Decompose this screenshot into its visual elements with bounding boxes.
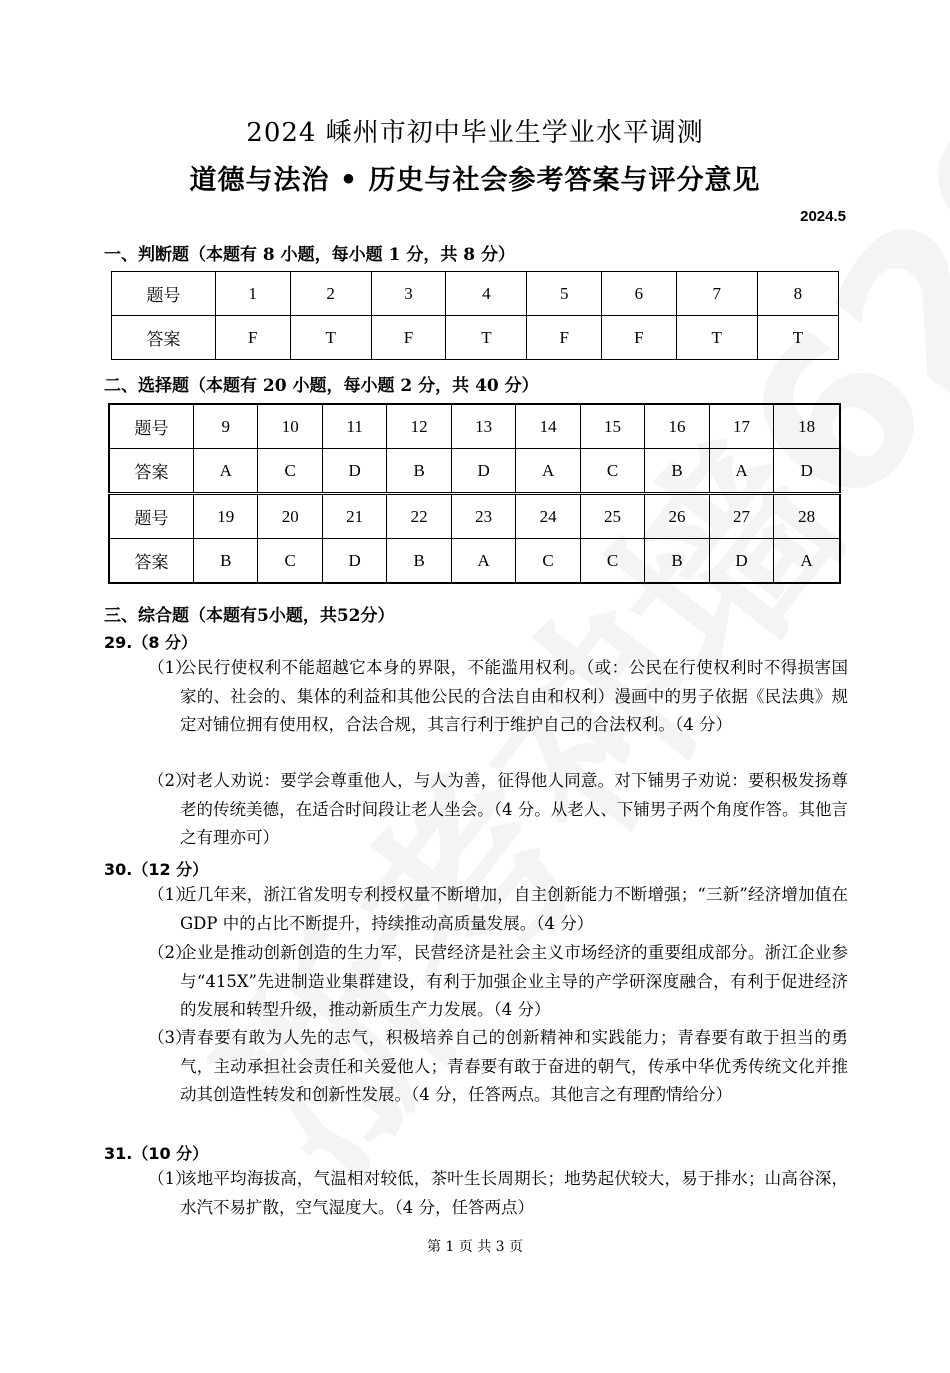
question-31-item-1: [148, 1165, 848, 1222]
section1-heading: 一、判断题（本题有 8 小题，每小题 1 分，共 8 分）: [104, 245, 515, 265]
document-subtitle: 道德与法治 • 历史与社会参考答案与评分意见: [189, 165, 761, 196]
answer-cell: T: [290, 316, 371, 360]
item-number: （2）: [148, 771, 192, 790]
answer-cell: T: [676, 316, 757, 360]
answer-cell: A: [451, 539, 515, 584]
question-number: 1: [216, 272, 291, 316]
question-number: 11: [322, 404, 386, 449]
question-30-item-2: [148, 939, 848, 1025]
question-number: 9: [194, 404, 258, 449]
question-number: 28: [774, 494, 840, 539]
section2-heading: 二、选择题（本题有 20 小题，每小题 2 分，共 40 分）: [104, 376, 539, 396]
item-text: 对老人劝说：要学会尊重他人，与人为善，征得他人同意。对下铺男子劝说：要积极发扬尊老的传统美德，在适合时间段让老人坐会。（4 分。从老人、下铺男子两个角度作答。其他言之有理亦可）: [180, 771, 848, 847]
question-number: 3: [371, 272, 446, 316]
row-label: 答案: [112, 316, 216, 360]
answer-cell: F: [527, 316, 602, 360]
section3-heading: 三、综合题（本题有5小题，共52分）: [104, 606, 395, 626]
row-label: 题号: [109, 404, 194, 449]
judgment-answer-table: [111, 271, 839, 360]
exam-title: 2024 嵊州市初中毕业生学业水平调测: [246, 118, 704, 148]
question-number: 23: [451, 494, 515, 539]
table-row: [109, 449, 840, 494]
question-number: 21: [322, 494, 386, 539]
question-number: 27: [709, 494, 773, 539]
item-text: 企业是推动创新创造的生力军，民营经济是社会主义市场经济的重要组成部分。浙江企业参与“415X”先进制造业集群建设，有利于加强企业主导的产学研深度融合，有利于促进经济的发展和转型升级，推动新质生产力发展。（4 分）: [180, 943, 848, 1019]
answer-cell: A: [194, 449, 258, 494]
table-row: [112, 272, 839, 316]
item-number: （3）: [148, 1028, 192, 1047]
question-number: 14: [516, 404, 580, 449]
answer-cell: T: [757, 316, 838, 360]
question-number: 19: [194, 494, 258, 539]
answer-cell: B: [645, 449, 709, 494]
row-label: 题号: [109, 494, 194, 539]
question-number: 24: [516, 494, 580, 539]
item-number: （2）: [148, 943, 192, 962]
question-30-label: 30.（12 分）: [104, 860, 209, 879]
page-footer: 第 1 页 共 3 页: [426, 1239, 524, 1255]
question-29-item-1: [148, 654, 848, 740]
question-number: 16: [645, 404, 709, 449]
question-number: 7: [676, 272, 757, 316]
answer-cell: C: [258, 449, 322, 494]
item-number: （1）: [148, 885, 192, 904]
row-label: 题号: [112, 272, 216, 316]
answer-cell: D: [774, 449, 840, 494]
item-number: （1）: [148, 1169, 192, 1188]
choice-answer-table: [108, 403, 841, 584]
question-number: 8: [757, 272, 838, 316]
item-text: 该地平均海拔高，气温相对较低，茶叶生长周期长；地势起伏较大，易于排水；山高谷深，水汽不易扩散，空气湿度大。（4 分，任答两点）: [180, 1169, 848, 1217]
document-date: 2024.5: [800, 208, 846, 225]
question-number: 6: [602, 272, 677, 316]
answer-cell: C: [580, 539, 644, 584]
question-number: 20: [258, 494, 322, 539]
answer-cell: F: [371, 316, 446, 360]
table-row: [109, 494, 840, 539]
row-label: 答案: [109, 539, 194, 584]
answer-cell: A: [709, 449, 773, 494]
answer-cell: D: [322, 449, 386, 494]
answer-cell: A: [516, 449, 580, 494]
answer-cell: B: [387, 539, 451, 584]
question-number: 4: [446, 272, 527, 316]
table-row: [109, 539, 840, 584]
answer-cell: B: [387, 449, 451, 494]
question-number: 17: [709, 404, 773, 449]
answer-cell: D: [709, 539, 773, 584]
question-number: 5: [527, 272, 602, 316]
question-number: 22: [387, 494, 451, 539]
question-30-item-1: [148, 881, 848, 938]
question-29-label: 29.（8 分）: [104, 633, 198, 652]
item-text: 公民行使权利不能超越它本身的界限，不能滥用权利。（或：公民在行使权利时不得损害国家的、社会的、集体的利益和其他公民的合法自由和权利）漫画中的男子依据《民法典》规定对铺位拥有使用权，合法合规，其言行利于维护自己的合法权利。（4 分）: [180, 658, 848, 734]
answer-cell: A: [774, 539, 840, 584]
question-number: 26: [645, 494, 709, 539]
question-number: 10: [258, 404, 322, 449]
answer-cell: C: [516, 539, 580, 584]
item-text: 近几年来，浙江省发明专利授权量不断增加，自主创新能力不断增强；“三新”经济增加值在 GDP 中的占比不断提升，持续推动高质量发展。（4 分）: [180, 885, 848, 933]
item-number: （1）: [148, 658, 192, 677]
answer-cell: C: [258, 539, 322, 584]
answer-cell: D: [322, 539, 386, 584]
answer-cell: F: [216, 316, 291, 360]
question-number: 13: [451, 404, 515, 449]
answer-cell: B: [194, 539, 258, 584]
answer-cell: F: [602, 316, 677, 360]
question-29-item-2: [148, 767, 848, 853]
question-30-item-3: [148, 1024, 848, 1110]
row-label: 答案: [109, 449, 194, 494]
table-row: [112, 316, 839, 360]
answer-cell: B: [645, 539, 709, 584]
answer-cell: T: [446, 316, 527, 360]
question-number: 25: [580, 494, 644, 539]
answer-cell: C: [580, 449, 644, 494]
question-number: 2: [290, 272, 371, 316]
answer-cell: D: [451, 449, 515, 494]
question-number: 18: [774, 404, 840, 449]
item-text: 青春要有敢为人先的志气，积极培养自己的创新精神和实践能力；青春要有敢于担当的勇气，主动承担社会责任和关爱他人；青春要有敢于奋进的朝气，传承中华优秀传统文化并推动其创造性转发和创新性发展。（4 分，任答两点。其他言之有理酌情给分）: [180, 1028, 848, 1104]
question-number: 15: [580, 404, 644, 449]
question-31-label: 31.（10 分）: [104, 1144, 209, 1163]
question-number: 12: [387, 404, 451, 449]
table-row: [109, 404, 840, 449]
